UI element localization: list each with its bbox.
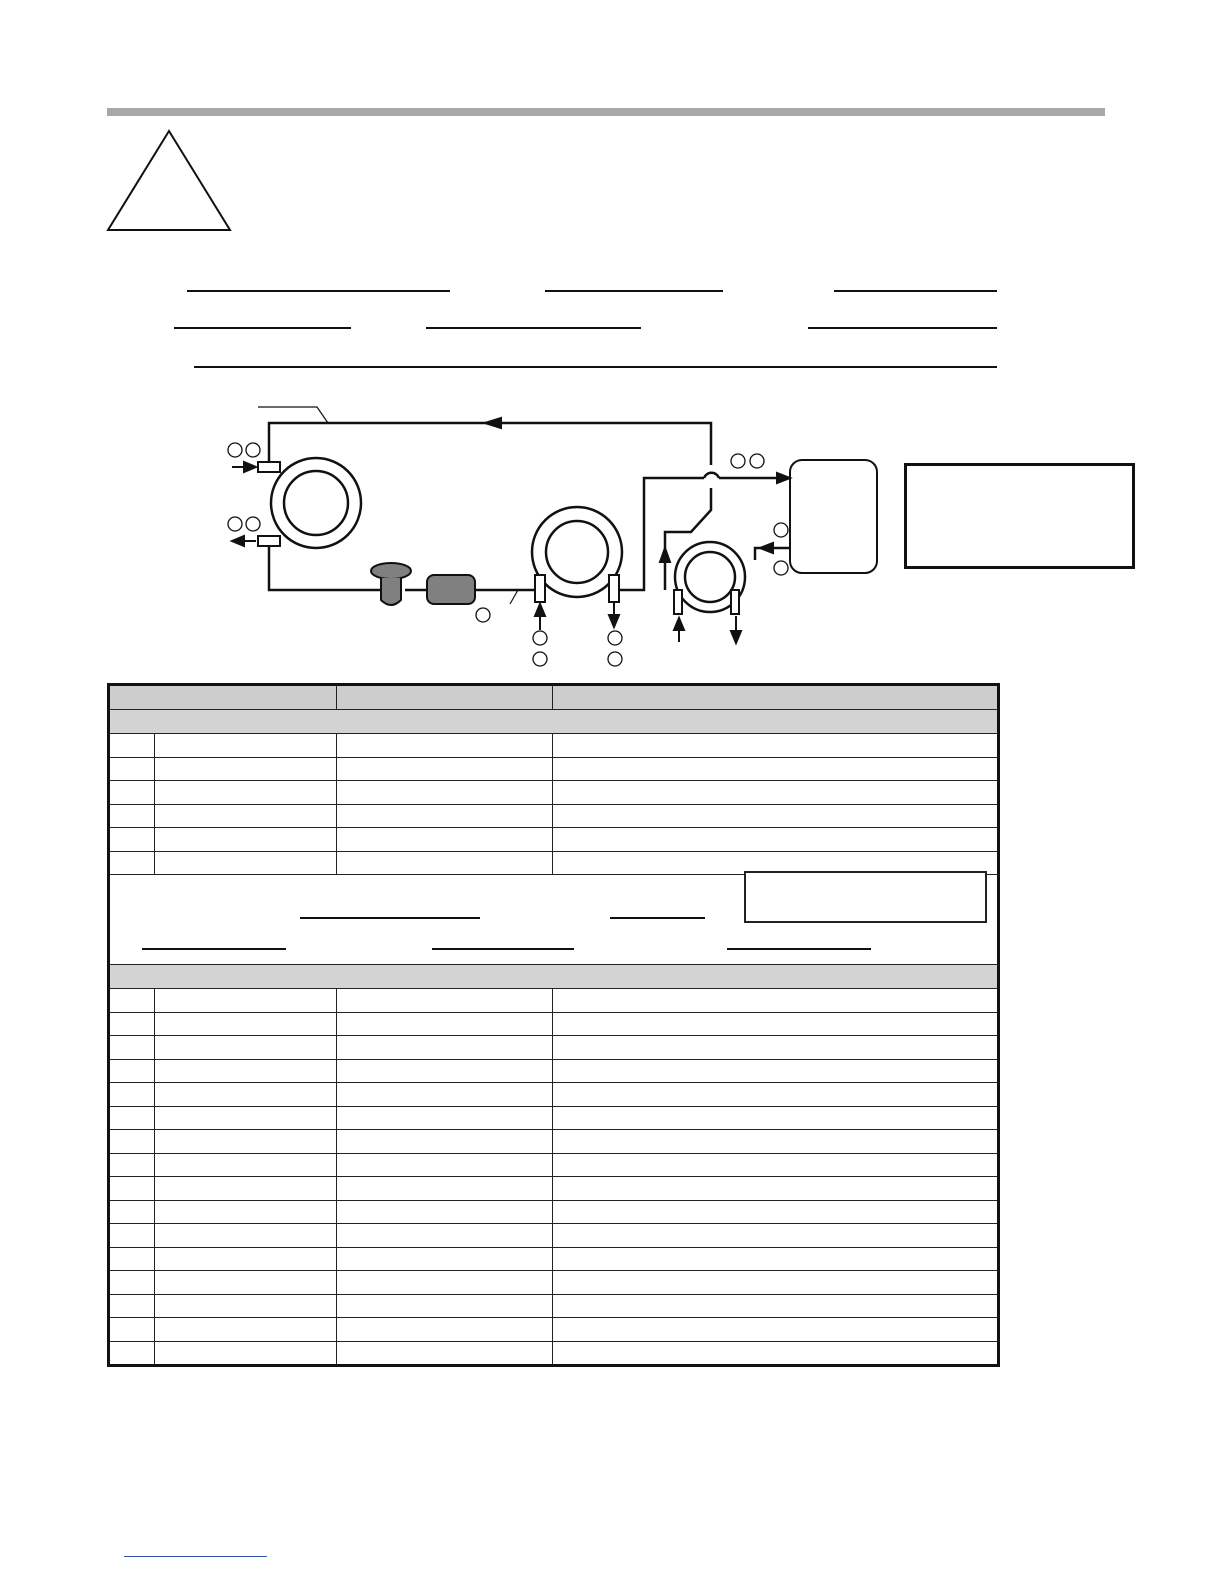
table-header-cell	[109, 685, 337, 710]
section-header-row	[109, 965, 999, 989]
receiver-tank	[790, 460, 877, 573]
table-row	[109, 1036, 999, 1060]
filter-drier	[427, 575, 475, 604]
table-row	[109, 1200, 999, 1224]
spec-table	[107, 683, 1000, 1367]
blank-field	[432, 948, 574, 950]
table-header-cell	[553, 685, 999, 710]
blank-field	[727, 948, 871, 950]
footer-link[interactable]	[124, 1556, 267, 1557]
table-header-cell	[337, 685, 553, 710]
table-row	[109, 1271, 999, 1295]
table-row	[109, 1083, 999, 1107]
flow-arrow-icon	[609, 615, 619, 627]
blank-field	[174, 327, 351, 329]
table-row	[109, 1153, 999, 1177]
table-row	[109, 1247, 999, 1271]
flow-arrow-icon	[760, 543, 773, 553]
blank-field	[187, 290, 450, 292]
blank-field	[545, 290, 723, 292]
flow-arrow-icon	[731, 631, 741, 643]
header-rule	[107, 108, 1105, 116]
table-row	[109, 1106, 999, 1130]
blank-field	[142, 948, 286, 950]
table-header-row	[109, 685, 999, 710]
blank-field	[300, 917, 480, 919]
blank-field	[194, 366, 997, 368]
table-row	[109, 989, 999, 1013]
table-row	[109, 1177, 999, 1201]
blank-field	[834, 290, 997, 292]
sight-glass	[371, 563, 411, 605]
flow-arrow-icon	[660, 548, 670, 562]
table-row	[109, 1059, 999, 1083]
table-row	[109, 757, 999, 781]
section-header-row	[109, 710, 999, 734]
table-row	[109, 804, 999, 828]
flow-arrow-icon	[485, 418, 501, 428]
flow-arrow-icon	[674, 618, 684, 630]
table-row	[109, 1012, 999, 1036]
warning-triangle-icon	[104, 128, 234, 234]
table-row	[109, 1224, 999, 1248]
table-row	[109, 781, 999, 805]
table-row	[109, 1318, 999, 1342]
flow-arrow-icon	[777, 473, 790, 483]
evaporator-coil	[532, 507, 622, 602]
blank-field	[610, 917, 705, 919]
blank-field	[808, 327, 997, 329]
table-row	[109, 1130, 999, 1154]
legend-box	[904, 463, 1135, 569]
heat-exchanger-coil	[674, 542, 745, 614]
blank-field	[426, 327, 641, 329]
condenser-coil	[258, 458, 361, 548]
form-row	[109, 875, 999, 965]
flow-arrow-icon	[535, 604, 545, 616]
table-row	[109, 1294, 999, 1318]
table-row	[109, 828, 999, 852]
table-row	[109, 734, 999, 758]
note-box	[744, 871, 987, 923]
table-row	[109, 1341, 999, 1366]
flow-arrow-icon	[244, 462, 256, 472]
flow-arrow-icon	[232, 536, 244, 546]
